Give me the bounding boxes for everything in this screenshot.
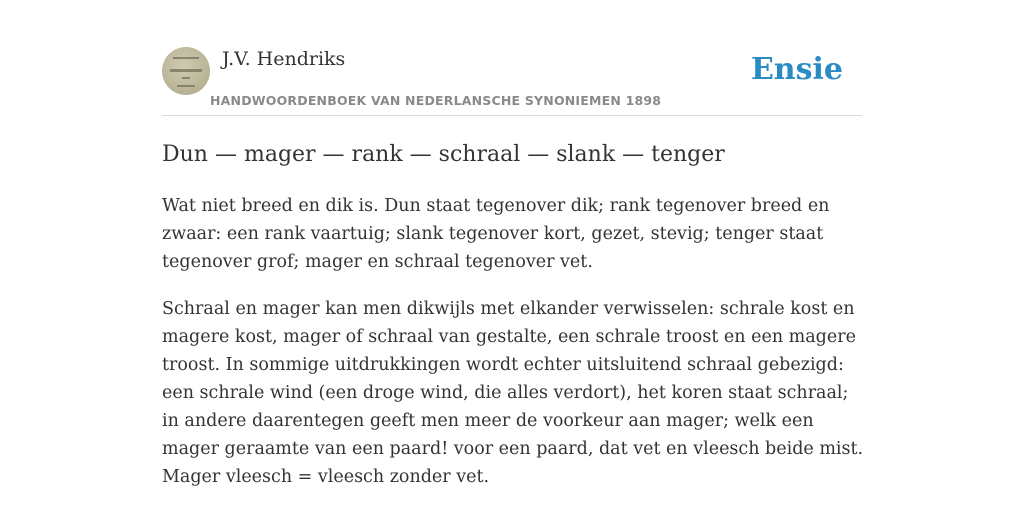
paragraph: Wat niet breed en dik is. Dun staat tegenover dik; rank tegenover breed en zwaar: een rank vaartuig; slank tegenover kort, gezet, stevig; tenger staat tegenover grof; mager en schraal tegenover vet. — [162, 196, 830, 272]
source-title[interactable]: HANDWOORDENBOEK VAN NEDERLANSCHE SYNONIEMEN 1898 — [210, 93, 662, 108]
cover-line — [182, 77, 190, 79]
page-title: Dun — mager — rank — schraal — slank — tenger — [162, 142, 725, 167]
cover-line — [173, 57, 199, 59]
article-body — [162, 192, 864, 510]
cover-line — [170, 69, 202, 72]
paragraph: Schraal en mager kan men dikwijls met elkander verwisselen: schrale kost en magere kost, mager of schraal van gestalte, een schrale troost en een magere troost. In sommige uitdrukkingen wordt echter uitsluitend schraal gebezigd: een schrale wind (een droge wind, die alles verdort), het koren staat schraal; in andere daarentegen geeft men meer de voorkeur aan mager; welk een mager geraamte van een paard! voor een paard, dat vet en vleesch beide mist. Mager vleesch = vleesch zonder vet. — [162, 299, 864, 487]
author-name[interactable]: J.V. Hendriks — [222, 48, 346, 70]
book-cover-icon — [162, 47, 210, 95]
brand-logo[interactable]: Ensie — [750, 52, 843, 87]
header — [162, 46, 862, 116]
cover-line — [177, 85, 195, 87]
